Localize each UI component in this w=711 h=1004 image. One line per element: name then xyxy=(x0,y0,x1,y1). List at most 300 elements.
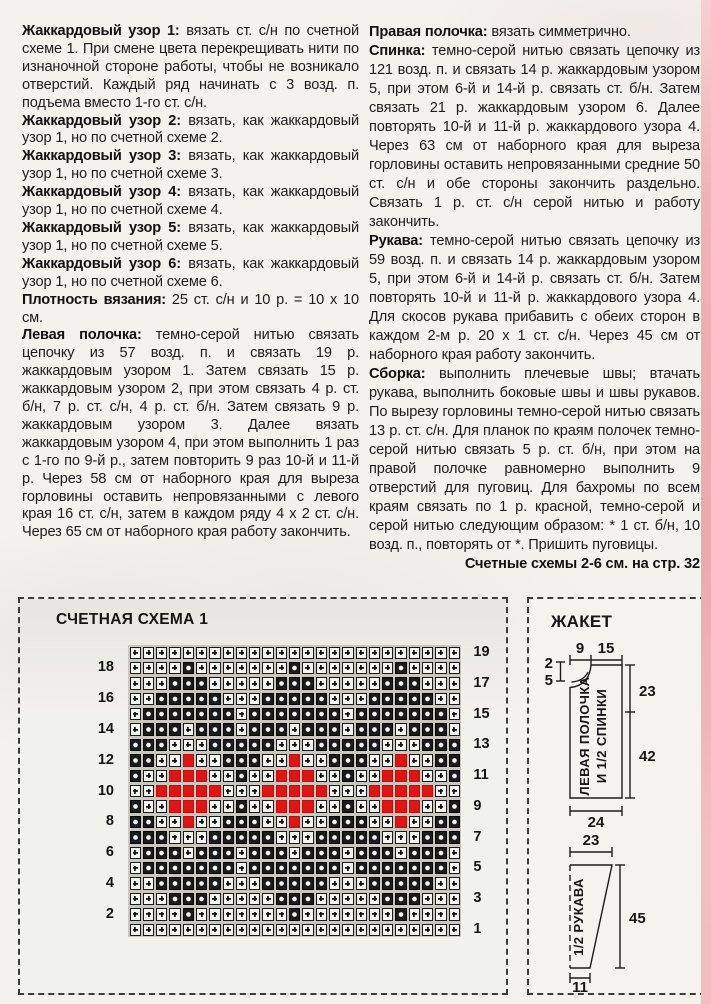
pattern-cell xyxy=(262,877,273,889)
pattern-cell xyxy=(422,754,433,766)
pattern-cell xyxy=(342,847,353,859)
pattern-cell xyxy=(223,862,234,874)
paragraph-heading: Спинка: xyxy=(369,43,426,59)
pattern-cell xyxy=(342,723,353,735)
pattern-cell xyxy=(316,800,327,812)
pattern-cell xyxy=(369,908,380,920)
pattern-cell xyxy=(422,816,433,828)
pattern-row xyxy=(84,907,507,922)
pattern-cell xyxy=(143,677,154,689)
pattern-cell xyxy=(249,662,260,674)
pattern-cell xyxy=(276,723,287,735)
pattern-cell xyxy=(183,908,194,920)
pattern-cell xyxy=(422,647,433,659)
pattern-cell xyxy=(289,693,300,705)
pattern-cell xyxy=(223,877,234,889)
pattern-cell xyxy=(183,739,194,751)
pattern-cell xyxy=(249,647,260,659)
pattern-cell xyxy=(316,739,327,751)
pattern-cell xyxy=(356,770,367,782)
pattern-cell xyxy=(156,800,167,812)
pattern-cell xyxy=(382,785,393,797)
pattern-cell xyxy=(316,770,327,782)
jacket-title: ЖАКЕТ xyxy=(551,612,613,631)
pattern-cell xyxy=(130,847,141,859)
pattern-row xyxy=(84,922,507,937)
pattern-cell xyxy=(169,677,180,689)
pattern-cell xyxy=(209,754,220,766)
row-label-right: 17 xyxy=(473,674,490,691)
pattern-cell xyxy=(209,770,220,782)
pattern-cell xyxy=(143,877,154,889)
pattern-cell xyxy=(156,723,167,735)
pattern-cell xyxy=(395,893,406,905)
pattern-cell xyxy=(356,862,367,874)
pattern-cell xyxy=(395,693,406,705)
pattern-cell xyxy=(356,908,367,920)
pattern-cell xyxy=(156,677,167,689)
pattern-cell xyxy=(356,893,367,905)
pattern-row xyxy=(84,845,507,860)
pattern-cell xyxy=(183,677,194,689)
pattern-cell xyxy=(183,831,194,843)
pattern-cell xyxy=(130,800,141,812)
paragraph-heading: Рукава: xyxy=(369,233,423,249)
pattern-cell xyxy=(276,785,287,797)
pattern-row-cells xyxy=(128,737,461,752)
pattern-cell xyxy=(409,816,420,828)
pattern-cell xyxy=(342,770,353,782)
pattern-cell xyxy=(130,662,141,674)
pattern-cell xyxy=(156,862,167,874)
pattern-cell xyxy=(316,908,327,920)
pattern-row xyxy=(84,676,507,691)
pattern-cell xyxy=(169,770,180,782)
pattern-cell xyxy=(395,708,406,720)
pattern-cell xyxy=(130,677,141,689)
pattern-cell xyxy=(449,708,460,720)
pattern-cell xyxy=(302,770,313,782)
pattern-cell xyxy=(342,893,353,905)
pattern-cell xyxy=(196,908,207,920)
pattern-cell xyxy=(183,816,194,828)
pattern-cell xyxy=(183,662,194,674)
pattern-cell xyxy=(435,908,446,920)
pattern-cell xyxy=(130,816,141,828)
pattern-cell xyxy=(169,723,180,735)
paragraph-heading: Правая полочка: xyxy=(369,24,488,40)
pattern-cell xyxy=(183,924,194,936)
pattern-cell xyxy=(249,893,260,905)
pattern-cell xyxy=(289,647,300,659)
pattern-cell xyxy=(143,647,154,659)
pattern-row-cells xyxy=(128,860,461,875)
pattern-cell xyxy=(156,877,167,889)
pattern-cell xyxy=(276,647,287,659)
pattern-cell xyxy=(316,893,327,905)
pattern-cell xyxy=(249,877,260,889)
pattern-cell xyxy=(289,723,300,735)
pattern-cell xyxy=(209,862,220,874)
pattern-cell xyxy=(169,862,180,874)
pattern-cell xyxy=(356,693,367,705)
pattern-cell xyxy=(342,877,353,889)
pattern-cell xyxy=(289,754,300,766)
pattern-cell xyxy=(143,893,154,905)
pattern-cell xyxy=(209,877,220,889)
row-label-right: 15 xyxy=(473,705,490,722)
pattern-cell xyxy=(435,754,446,766)
pattern-cell xyxy=(196,739,207,751)
pattern-cell xyxy=(143,708,154,720)
pattern-cell xyxy=(236,770,247,782)
pattern-cell xyxy=(329,693,340,705)
pattern-cell xyxy=(395,800,406,812)
pattern-cell xyxy=(409,908,420,920)
pattern-cell xyxy=(196,862,207,874)
pattern-cell xyxy=(209,693,220,705)
pattern-cell xyxy=(395,816,406,828)
jacket-schematic-drawing xyxy=(529,599,704,993)
pattern-cell xyxy=(329,754,340,766)
schemes-footnote: Счетные схемы 2-6 см. на стр. 32 xyxy=(464,556,700,572)
pattern-cell xyxy=(449,831,460,843)
pattern-cell xyxy=(356,847,367,859)
pattern-cell xyxy=(196,662,207,674)
pattern-cell xyxy=(409,924,420,936)
pattern-row-cells xyxy=(128,753,461,768)
row-label-left: 10 xyxy=(97,782,114,799)
pattern-cell xyxy=(382,647,393,659)
pattern-cell xyxy=(183,723,194,735)
pattern-cell xyxy=(262,862,273,874)
pattern-cell xyxy=(382,847,393,859)
pattern-cell xyxy=(130,877,141,889)
pattern-cell xyxy=(196,677,207,689)
pattern-cell xyxy=(329,739,340,751)
pattern-row-cells xyxy=(128,876,461,891)
pattern-cell xyxy=(276,877,287,889)
pattern-cell xyxy=(449,723,460,735)
pattern-cell xyxy=(249,708,260,720)
pattern-cell xyxy=(449,862,460,874)
pattern-cell xyxy=(316,708,327,720)
pattern-row-cells xyxy=(128,676,461,691)
pattern-row xyxy=(84,645,507,660)
pattern-cell xyxy=(409,785,420,797)
pattern-cell xyxy=(289,785,300,797)
pattern-cell xyxy=(422,693,433,705)
pattern-cell xyxy=(395,754,406,766)
row-label-right: 1 xyxy=(473,921,482,938)
pattern-cell xyxy=(169,785,180,797)
pattern-row-cells xyxy=(128,707,461,722)
pattern-cell xyxy=(169,908,180,920)
sleeve-bottom-measure: 11 xyxy=(572,979,588,993)
pattern-grid xyxy=(84,645,507,937)
pattern-cell xyxy=(302,908,313,920)
pattern-cell xyxy=(422,924,433,936)
pattern-cell xyxy=(395,862,406,874)
pattern-cell xyxy=(169,754,180,766)
pattern-cell xyxy=(329,723,340,735)
row-label-left: 16 xyxy=(97,690,114,707)
pattern-cell xyxy=(409,708,420,720)
pattern-cell xyxy=(342,739,353,751)
pattern-row xyxy=(84,799,507,814)
pattern-cell xyxy=(249,785,260,797)
pattern-cell xyxy=(209,708,220,720)
pattern-cell xyxy=(209,924,220,936)
pattern-cell xyxy=(143,847,154,859)
pattern-cell xyxy=(382,877,393,889)
pattern-cell xyxy=(449,754,460,766)
pattern-cell xyxy=(302,662,313,674)
pattern-cell xyxy=(143,908,154,920)
pattern-cell xyxy=(342,708,353,720)
pattern-cell xyxy=(369,877,380,889)
row-label-right: 11 xyxy=(473,767,489,784)
pattern-cell xyxy=(236,893,247,905)
pattern-cell xyxy=(183,754,194,766)
pattern-cell xyxy=(449,893,460,905)
pattern-cell xyxy=(143,785,154,797)
pattern-cell xyxy=(409,893,420,905)
row-label-right: 5 xyxy=(473,859,482,876)
pattern-cell xyxy=(249,862,260,874)
pattern-cell xyxy=(262,847,273,859)
pattern-cell xyxy=(369,831,380,843)
pattern-cell xyxy=(395,723,406,735)
row-label-right: 13 xyxy=(473,736,490,753)
pattern-cell xyxy=(329,708,340,720)
pattern-cell xyxy=(156,893,167,905)
pattern-cell xyxy=(169,847,180,859)
pattern-cell xyxy=(302,754,313,766)
pattern-cell xyxy=(449,877,460,889)
pattern-cell xyxy=(356,924,367,936)
pattern-cell xyxy=(236,862,247,874)
pattern-row-cells xyxy=(128,722,461,737)
pattern-cell xyxy=(329,862,340,874)
pattern-cell xyxy=(435,739,446,751)
pattern-cell xyxy=(449,785,460,797)
pattern-cell xyxy=(409,647,420,659)
pattern-row-cells xyxy=(128,907,461,922)
pattern-cell xyxy=(302,924,313,936)
pattern-cell xyxy=(169,924,180,936)
pattern-cell xyxy=(169,662,180,674)
pattern-cell xyxy=(156,770,167,782)
body-side-lower-measure: 42 xyxy=(639,748,656,765)
pattern-cell xyxy=(422,739,433,751)
pattern-cell xyxy=(435,770,446,782)
pattern-cell xyxy=(329,924,340,936)
pattern-cell xyxy=(382,800,393,812)
pattern-cell xyxy=(356,677,367,689)
pattern-cell xyxy=(276,770,287,782)
pattern-cell xyxy=(422,831,433,843)
pattern-cell xyxy=(302,800,313,812)
row-label-left: 18 xyxy=(97,659,114,676)
pattern-row-cells xyxy=(128,645,461,660)
pattern-cell xyxy=(329,770,340,782)
pattern-cell xyxy=(449,677,460,689)
sleeve-side-measure: 45 xyxy=(629,910,646,927)
pattern-cell xyxy=(422,677,433,689)
neck-depth-upper: 2 xyxy=(544,655,553,672)
pattern-cell xyxy=(236,816,247,828)
pattern-cell xyxy=(156,908,167,920)
pattern-cell xyxy=(196,877,207,889)
pattern-cell xyxy=(435,862,446,874)
pattern-cell xyxy=(369,816,380,828)
pattern-cell xyxy=(183,708,194,720)
pattern-cell xyxy=(422,908,433,920)
pattern-cell xyxy=(249,816,260,828)
pattern-cell xyxy=(369,708,380,720)
pattern-cell xyxy=(342,693,353,705)
pattern-cell xyxy=(435,785,446,797)
pattern-cell xyxy=(223,908,234,920)
paragraph-heading: Левая полочка: xyxy=(22,327,142,344)
pattern-cell xyxy=(422,847,433,859)
pattern-cell xyxy=(435,708,446,720)
pattern-row xyxy=(84,722,507,737)
pattern-cell xyxy=(130,893,141,905)
neck-depth-lower: 5 xyxy=(544,672,553,689)
pattern-cell xyxy=(276,908,287,920)
row-label-right: 3 xyxy=(473,890,482,907)
body-top-right-measure: 15 xyxy=(597,640,615,657)
pattern-cell xyxy=(409,862,420,874)
pattern-cell xyxy=(382,662,393,674)
pattern-cell xyxy=(382,862,393,874)
row-label-left: 12 xyxy=(97,751,114,768)
sleeve-piece-label: 1/2 РУКАВА xyxy=(571,878,586,956)
pattern-cell xyxy=(356,877,367,889)
pattern-cell xyxy=(209,723,220,735)
pattern-cell xyxy=(156,816,167,828)
pattern-cell xyxy=(262,662,273,674)
instructions-right-column xyxy=(369,23,700,574)
pattern-cell xyxy=(395,924,406,936)
pattern-row-cells xyxy=(128,814,461,829)
instruction-paragraph: Левая полочка: темно-серой нитью связать цепочку из 57 возд. п. и связать 19 р. жаккардовым узором 1. Затем связать 15 р. жаккардовым узором 2, при этом связать 4 р. ст. б/н, 7 р. ст. с/н, 4 р. ст. б/н. Затем связать 9 р. жаккардовым узором 3. Далее вязать жаккардовым узором 4, при этом выполнить 1 раз с 1-го по 9-й р., затем повторить 9 раз 10-й и 11-й р. Через 58 см от наборного края для выреза горловины оставить непровязанными с левого края 16 ст. с/н, затем в каждом ряду 4 x 2 ст. с/н. Через 65 см от наборного края работу закончить. xyxy=(22,327,359,541)
pattern-cell xyxy=(156,847,167,859)
pattern-cell xyxy=(209,677,220,689)
pattern-cell xyxy=(130,785,141,797)
pattern-cell xyxy=(395,847,406,859)
pattern-cell xyxy=(262,708,273,720)
pattern-cell xyxy=(276,677,287,689)
instruction-paragraph: Спинка: темно-серой нитью связать цепочку из 121 возд. п. и связать 14 р. жаккардовым узором 5, при этом 6-й и 14-й р. связать ст. б/н. Затем связать 21 р. жаккардовым узором 6. Далее повторять 10-й и 11-й р. жаккардового узора 4. Через 63 см от наборного края для выреза горловины оставить непровязанными средние 50 ст. с/н и обе стороны закончить раздельно. Связать 1 р. ст. с/н серой нитью и работу закончить. xyxy=(369,43,700,230)
instruction-paragraph: Жаккардовый узор 4: вязать, как жаккардовый узор 1, но по счетной схеме 4. xyxy=(22,184,359,219)
pattern-cell xyxy=(196,800,207,812)
pattern-cell xyxy=(356,662,367,674)
pattern-cell xyxy=(130,754,141,766)
instruction-paragraph: Жаккардовый узор 5: вязать, как жаккардовый узор 1, но по счетной схеме 5. xyxy=(22,219,359,254)
pattern-cell xyxy=(130,647,141,659)
pattern-cell xyxy=(356,785,367,797)
pattern-cell xyxy=(369,647,380,659)
pattern-cell xyxy=(143,693,154,705)
pattern-cell xyxy=(196,693,207,705)
pattern-cell xyxy=(435,877,446,889)
pattern-cell xyxy=(435,662,446,674)
pattern-cell xyxy=(395,831,406,843)
pattern-cell xyxy=(422,662,433,674)
page-edge-pink-strip xyxy=(701,0,711,1004)
pattern-cell xyxy=(449,800,460,812)
pattern-cell xyxy=(209,739,220,751)
body-side-upper-measure: 23 xyxy=(639,683,656,700)
row-label-right: 19 xyxy=(473,644,490,660)
pattern-row xyxy=(84,753,507,768)
sleeve-top-measure: 23 xyxy=(582,832,600,849)
pattern-cell xyxy=(196,647,207,659)
pattern-cell xyxy=(262,924,273,936)
pattern-cell xyxy=(302,877,313,889)
instruction-paragraph: Плотность вязания: 25 ст. с/н и 10 р. = 10 x 10 см. xyxy=(22,291,359,326)
pattern-cell xyxy=(262,785,273,797)
pattern-cell xyxy=(329,816,340,828)
pattern-cell xyxy=(183,693,194,705)
pattern-cell xyxy=(183,800,194,812)
pattern-cell xyxy=(156,831,167,843)
pattern-cell xyxy=(395,739,406,751)
pattern-cell xyxy=(449,739,460,751)
pattern-cell xyxy=(409,831,420,843)
pattern-cell xyxy=(395,908,406,920)
pattern-cell xyxy=(223,723,234,735)
pattern-cell xyxy=(276,662,287,674)
pattern-cell xyxy=(249,924,260,936)
pattern-cell xyxy=(382,754,393,766)
row-label-left: 2 xyxy=(105,905,114,922)
pattern-cell xyxy=(342,754,353,766)
pattern-cell xyxy=(289,739,300,751)
pattern-cell xyxy=(289,831,300,843)
pattern-cell xyxy=(223,770,234,782)
paragraph-heading: Жаккардовый узор 1: xyxy=(22,23,180,39)
pattern-cell xyxy=(329,677,340,689)
pattern-cell xyxy=(249,677,260,689)
pattern-cell xyxy=(249,770,260,782)
pattern-cell xyxy=(209,847,220,859)
pattern-cell xyxy=(209,647,220,659)
pattern-row-cells xyxy=(128,845,461,860)
pattern-row xyxy=(84,876,507,891)
pattern-cell xyxy=(276,831,287,843)
pattern-cell xyxy=(223,785,234,797)
instruction-paragraph: Правая полочка: вязать симметрично. xyxy=(369,24,631,40)
jacket-schematic-panel xyxy=(527,597,706,995)
pattern-cell xyxy=(382,739,393,751)
pattern-cell xyxy=(196,754,207,766)
pattern-cell xyxy=(316,862,327,874)
pattern-cell xyxy=(156,647,167,659)
pattern-row-cells xyxy=(128,768,461,783)
pattern-cell xyxy=(289,924,300,936)
pattern-cell xyxy=(262,677,273,689)
pattern-cell xyxy=(422,785,433,797)
pattern-cell xyxy=(449,647,460,659)
pattern-cell xyxy=(395,785,406,797)
pattern-cell xyxy=(223,739,234,751)
pattern-cell xyxy=(316,785,327,797)
pattern-cell xyxy=(236,800,247,812)
